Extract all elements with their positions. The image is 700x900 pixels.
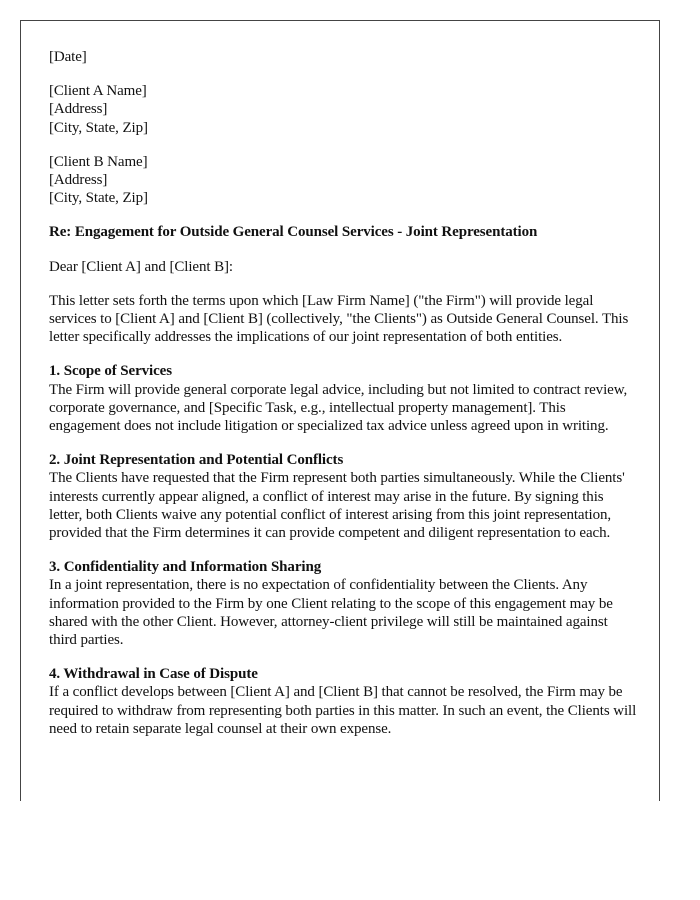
client-a-city-state-zip: [City, State, Zip] bbox=[49, 119, 148, 136]
section-joint-representation bbox=[49, 451, 639, 542]
client-a-address: [Address] bbox=[49, 101, 108, 118]
letter-content bbox=[49, 48, 639, 754]
date-block bbox=[49, 48, 639, 66]
section-withdrawal bbox=[49, 665, 639, 738]
client-b-address-block bbox=[49, 153, 639, 208]
section-body: If a conflict develops between [Client A] and [Client B] that cannot be resolved, the Firm may be required to withdraw from representing both parties in this matter. In such an event, the Clients will need to retain separate legal counsel at their own expense. bbox=[49, 684, 637, 737]
section-body: In a joint representation, there is no expectation of confidentiality between the Clients. Any information provided to the Firm by one Client relating to the scope of this engagement may be shared with the other Client. However, attorney-client privilege will still be maintained against third parties. bbox=[49, 577, 613, 649]
section-heading: 4. Withdrawal in Case of Dispute bbox=[49, 666, 258, 683]
letter-page bbox=[20, 20, 660, 801]
section-scope-of-services bbox=[49, 362, 639, 435]
client-a-name: [Client A Name] bbox=[49, 83, 147, 100]
section-heading: 2. Joint Representation and Potential Conflicts bbox=[49, 452, 344, 469]
section-heading: 3. Confidentiality and Information Sharing bbox=[49, 559, 322, 576]
intro-paragraph: This letter sets forth the terms upon which [Law Firm Name] ("the Firm") will provide legal services to [Client A] and [Client B] (collectively, "the Clients") as Outside General Counsel. This letter specifically addresses the implications of our joint representation of both entities. bbox=[49, 292, 629, 346]
section-heading: 1. Scope of Services bbox=[49, 363, 172, 380]
section-body: The Clients have requested that the Firm represent both parties simultaneously. While the Clients' interests currently appear aligned, a conflict of interest may arise in the future. By signing this letter, both Clients waive any potential conflict of interest arising from this joint representation, provided that the Firm determines it can provide competent and diligent representation to each. bbox=[49, 470, 625, 542]
letter-date: [Date] bbox=[49, 49, 87, 65]
salutation: Dear [Client A] and [Client B]: bbox=[49, 258, 233, 275]
client-b-name: [Client B Name] bbox=[49, 153, 148, 170]
section-confidentiality bbox=[49, 558, 639, 649]
client-b-city-state-zip: [City, State, Zip] bbox=[49, 190, 148, 207]
client-b-address: [Address] bbox=[49, 172, 108, 189]
subject-line: Re: Engagement for Outside General Counsel Services - Joint Representation bbox=[49, 224, 538, 241]
section-body: The Firm will provide general corporate legal advice, including but not limited to contract review, corporate governance, and [Specific Task, e.g., intellectual property management]. This engagement does not include litigation or specialized tax advice unless agreed upon in writing. bbox=[49, 381, 628, 435]
client-a-address-block bbox=[49, 82, 639, 137]
